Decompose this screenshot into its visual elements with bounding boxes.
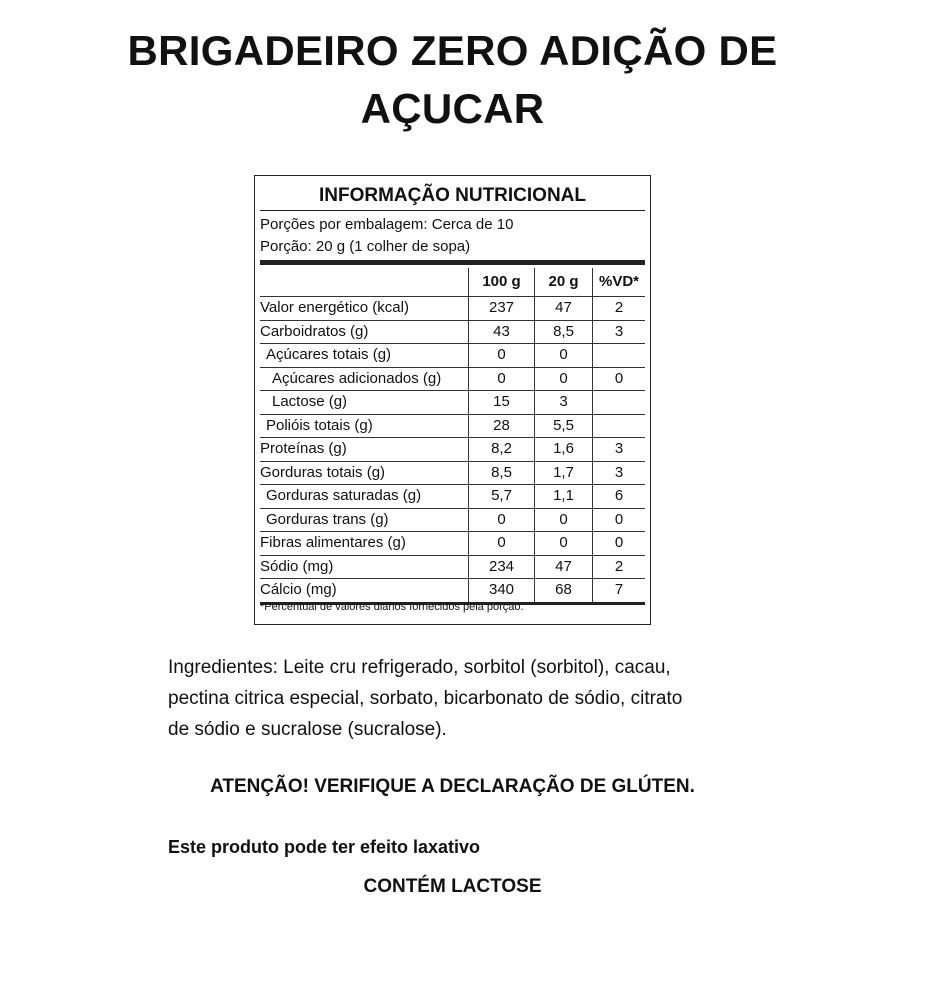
row-label: Fibras alimentares (g) (260, 532, 469, 556)
servings-per-package: Porções por embalagem: Cerca de 10 (260, 216, 514, 233)
value-20g: 47 (535, 297, 593, 321)
table-row (260, 438, 645, 462)
row-label: Sódio (mg) (260, 555, 469, 579)
value-20g: 5,5 (535, 414, 593, 438)
header-100g: 100 g (469, 268, 535, 297)
value-100g: 0 (469, 344, 535, 368)
lactose-warning: CONTÉM LACTOSE (363, 876, 542, 897)
header-20g: 20 g (535, 268, 593, 297)
row-label: Açúcares totais (g) (260, 344, 469, 368)
value-20g: 1,6 (535, 438, 593, 462)
table-row (260, 391, 645, 415)
row-label: Polióis totais (g) (260, 414, 469, 438)
product-title-line1: BRIGADEIRO ZERO ADIÇÃO DE (127, 27, 778, 74)
value-20g: 47 (535, 555, 593, 579)
gluten-warning: ATENÇÃO! VERIFIQUE A DECLARAÇÃO DE GLÚTEN. (210, 776, 695, 797)
value-vd: 3 (593, 320, 646, 344)
table-row (260, 414, 645, 438)
row-label: Carboidratos (g) (260, 320, 469, 344)
product-title-line2: AÇUCAR (360, 85, 545, 132)
row-label: Lactose (g) (260, 391, 469, 415)
table-header-row (260, 268, 645, 297)
table-row (260, 485, 645, 509)
table-row (260, 461, 645, 485)
value-20g: 3 (535, 391, 593, 415)
value-100g: 8,5 (469, 461, 535, 485)
row-label: Valor energético (kcal) (260, 297, 469, 321)
serving-size: Porção: 20 g (1 colher de sopa) (260, 238, 471, 255)
ingredients-text (168, 652, 768, 745)
table-row (260, 320, 645, 344)
row-label: Açúcares adicionados (g) (260, 367, 469, 391)
value-20g: 0 (535, 344, 593, 368)
row-label: Proteínas (g) (260, 438, 469, 462)
row-label: Gorduras trans (g) (260, 508, 469, 532)
table-row (260, 508, 645, 532)
divider (260, 210, 645, 211)
nutrition-heading: INFORMAÇÃO NUTRICIONAL (318, 185, 587, 206)
header-vd: %VD* (593, 268, 646, 297)
table-row (260, 297, 645, 321)
value-vd (593, 391, 646, 415)
value-100g: 5,7 (469, 485, 535, 509)
nutrition-footnote: *Percentual de valores diários fornecidos pela porção. (260, 601, 524, 613)
ingredients-line: Ingredientes: Leite cru refrigerado, sorbitol (sorbitol), cacau, (168, 657, 671, 678)
value-20g: 0 (535, 532, 593, 556)
row-label: Gorduras saturadas (g) (260, 485, 469, 509)
table-row (260, 532, 645, 556)
value-100g: 0 (469, 508, 535, 532)
header-blank (260, 268, 469, 297)
laxative-warning: Este produto pode ter efeito laxativo (168, 837, 481, 857)
value-vd: 0 (593, 532, 646, 556)
value-vd: 0 (593, 367, 646, 391)
value-vd: 3 (593, 461, 646, 485)
value-100g: 234 (469, 555, 535, 579)
table-row (260, 344, 645, 368)
value-100g: 15 (469, 391, 535, 415)
value-vd: 0 (593, 508, 646, 532)
ingredients-line: pectina citrica especial, sorbato, bicarbonato de sódio, citrato (168, 688, 683, 709)
ingredients-line: de sódio e sucralose (sucralose). (168, 719, 447, 740)
value-vd (593, 344, 646, 368)
value-vd: 2 (593, 297, 646, 321)
nutrition-facts-panel (254, 175, 651, 625)
value-100g: 0 (469, 367, 535, 391)
thick-divider (260, 260, 645, 265)
value-20g: 68 (535, 579, 593, 604)
value-20g: 1,1 (535, 485, 593, 509)
product-title (0, 22, 905, 138)
value-20g: 0 (535, 367, 593, 391)
value-100g: 237 (469, 297, 535, 321)
value-100g: 340 (469, 579, 535, 604)
value-100g: 8,2 (469, 438, 535, 462)
value-20g: 1,7 (535, 461, 593, 485)
nutrition-table (260, 268, 645, 605)
value-vd: 6 (593, 485, 646, 509)
value-vd: 2 (593, 555, 646, 579)
table-row (260, 555, 645, 579)
value-20g: 0 (535, 508, 593, 532)
value-100g: 0 (469, 532, 535, 556)
value-vd: 7 (593, 579, 646, 604)
table-row (260, 367, 645, 391)
value-20g: 8,5 (535, 320, 593, 344)
value-100g: 28 (469, 414, 535, 438)
value-vd: 3 (593, 438, 646, 462)
value-vd (593, 414, 646, 438)
row-label: Gorduras totais (g) (260, 461, 469, 485)
value-100g: 43 (469, 320, 535, 344)
row-label: Cálcio (mg) (260, 579, 469, 604)
